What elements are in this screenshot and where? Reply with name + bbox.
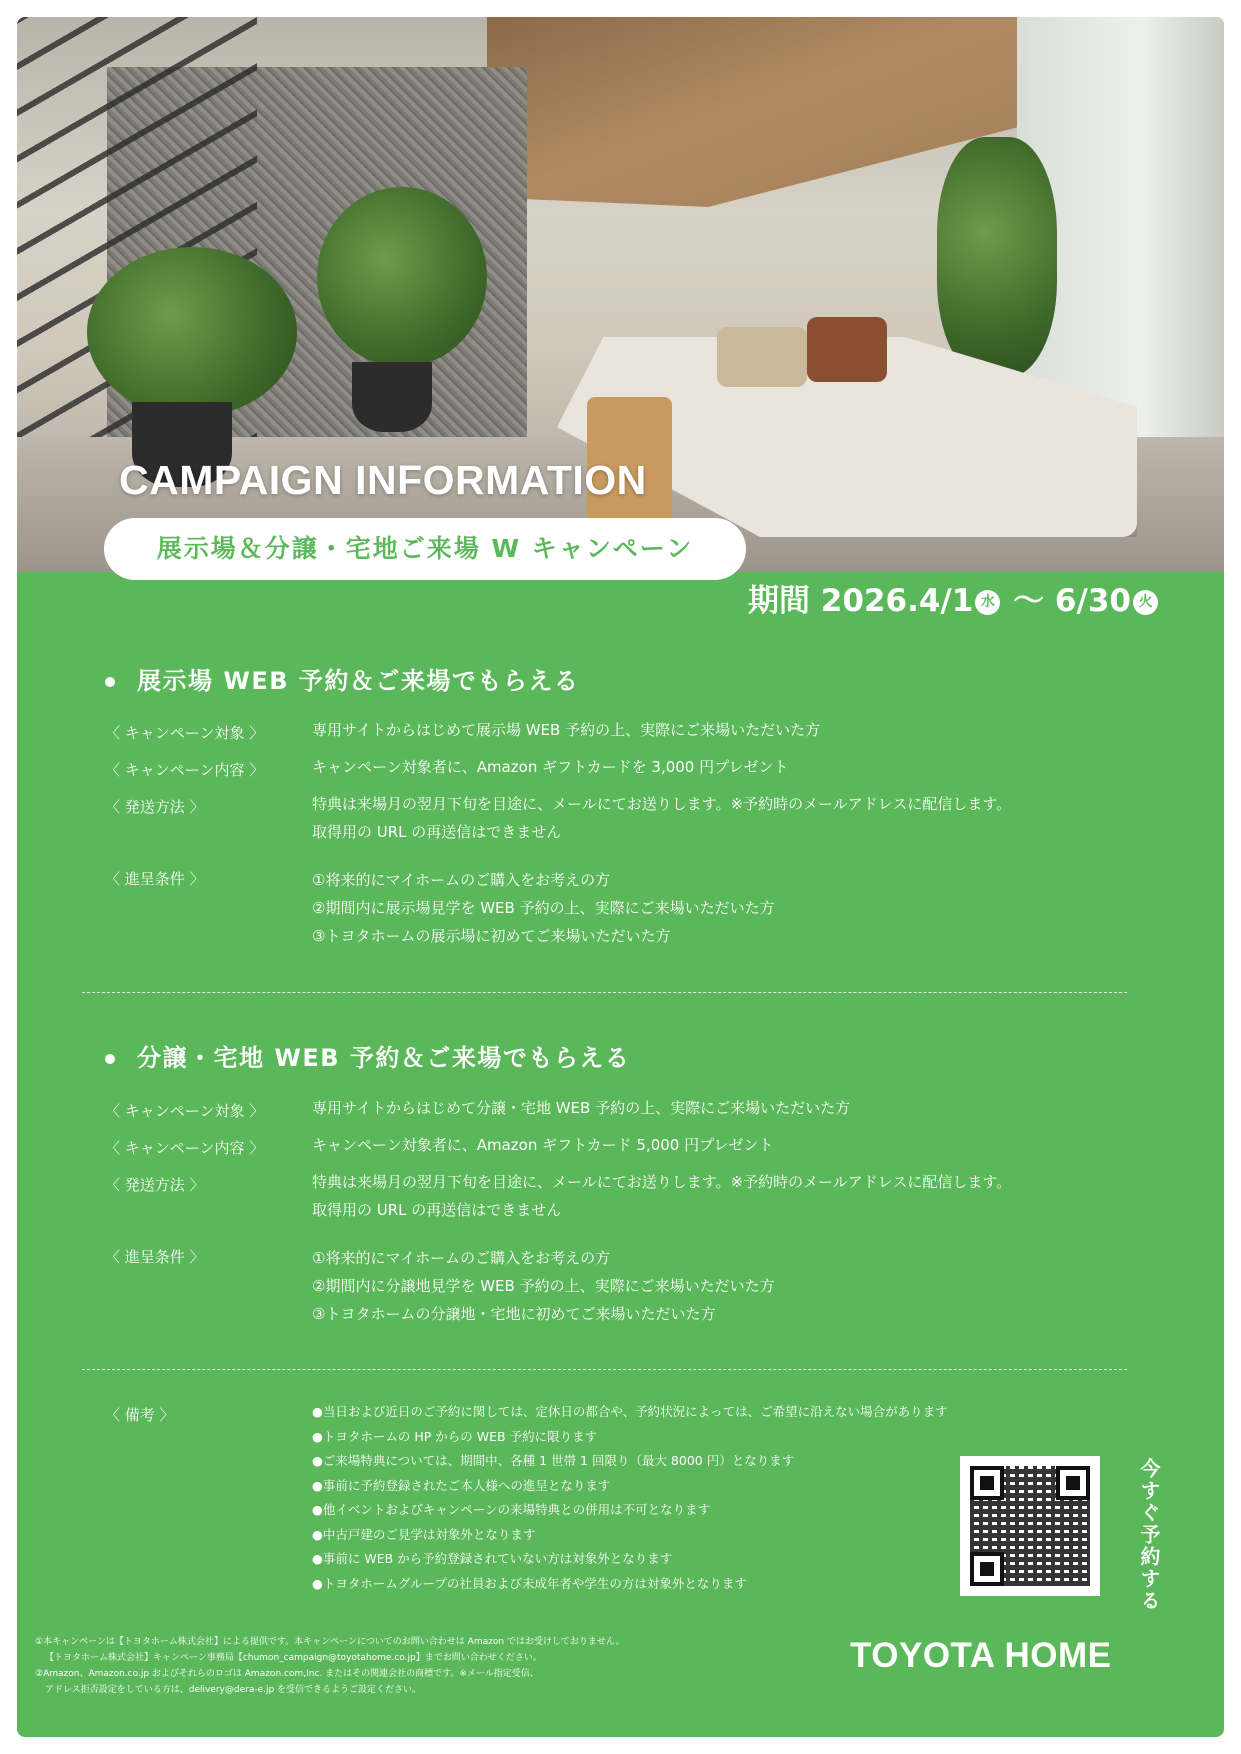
- content-value: キャンペーン対象者に、Amazon ギフトカードを 3,000 円プレゼント: [312, 758, 789, 776]
- footer-line: 【トヨタホーム株式会社】キャンペーン事務局【chumon_campaign@toyotahome.co.jp】までお問い合わせください。: [45, 1653, 542, 1663]
- content-label: 〈 キャンペーン内容 〉: [105, 1139, 265, 1157]
- conditions-list: [312, 1244, 775, 1328]
- note-item: ●事前に WEB から予約登録されていない方は対象外となります: [312, 1551, 673, 1566]
- qr-finder: [970, 1466, 1004, 1500]
- shipping-value: [312, 1168, 1011, 1224]
- note-item: ●中古戸建のご見学は対象外となります: [312, 1526, 536, 1542]
- target-value: 専用サイトからはじめて分譲・宅地 WEB 予約の上、実際にご来場いただいた方: [312, 1099, 851, 1117]
- condition-item: ①将来的にマイホームのご購入をお考えの方: [312, 871, 611, 889]
- shipping-line: 取得用の URL の再送信はできません: [312, 1201, 562, 1219]
- qr-finder: [970, 1552, 1004, 1586]
- section-heading: [105, 661, 579, 696]
- photo-plant: [317, 187, 487, 367]
- content-value: キャンペーン対象者に、Amazon ギフトカード 5,000 円プレゼント: [312, 1136, 774, 1154]
- qr-finder: [1056, 1466, 1090, 1500]
- weekday-badge: 水: [975, 590, 1000, 615]
- note-item: ●他イベントおよびキャンペーンの来場特典との併用は不可となります: [312, 1502, 711, 1517]
- section-heading: [105, 1038, 630, 1073]
- shipping-label: 〈 発送方法 〉: [105, 1176, 205, 1194]
- condition-item: ①将来的にマイホームのご購入をお考えの方: [312, 1249, 611, 1267]
- note-item: ●事前に予約登録されたご本人様への進呈となります: [312, 1477, 611, 1493]
- section-divider: [82, 992, 1127, 993]
- shipping-label: 〈 発送方法 〉: [105, 798, 205, 816]
- period-end: 6/30: [1054, 583, 1131, 619]
- shipping-line: 特典は来場月の翌月下旬を目途に、メールにてお送りします。※予約時のメールアドレスに配信します。: [312, 795, 1012, 813]
- photo-pot: [352, 362, 432, 432]
- conditions-label: 〈 進呈条件 〉: [105, 1248, 205, 1266]
- section-heading-text: 展示場 WEB 予約＆ご来場でもらえる: [137, 667, 580, 695]
- condition-item: ②期間内に分譲地見学を WEB 予約の上、実際にご来場いただいた方: [312, 1277, 775, 1295]
- condition-item: ③トヨタホームの展示場に初めてご来場いただいた方: [312, 927, 671, 945]
- section-heading-text: 分譲・宅地 WEB 予約＆ご来場でもらえる: [137, 1044, 631, 1072]
- footer-notes: [35, 1634, 624, 1698]
- photo-cushion: [807, 317, 887, 382]
- footer-line: アドレス拒否設定をしている方は、delivery@dera-e.jp を受信できるようご設定ください。: [45, 1685, 422, 1695]
- reserve-now-label: 今すぐ予約する: [1137, 1458, 1161, 1612]
- period-label: 期間: [748, 583, 810, 619]
- bullet-dot: [105, 1054, 115, 1064]
- weekday-badge: 火: [1133, 590, 1158, 615]
- condition-item: ③トヨタホームの分譲地・宅地に初めてご来場いただいた方: [312, 1305, 716, 1323]
- conditions-label: 〈 進呈条件 〉: [105, 870, 205, 888]
- notes-list: [312, 1400, 948, 1596]
- note-item: ●トヨタホームグループの社員および未成年者や学生の方は対象外となります: [312, 1575, 747, 1591]
- bullet-dot: [105, 677, 115, 687]
- campaign-badge: 展示場＆分譲・宅地ご来場 W キャンペーン: [104, 518, 746, 580]
- shipping-line: 取得用の URL の再送信はできません: [312, 823, 562, 841]
- photo-cushion: [717, 327, 807, 387]
- note-item: ●トヨタホームの HP からの WEB 予約に限ります: [312, 1428, 598, 1444]
- condition-item: ②期間内に展示場見学を WEB 予約の上、実際にご来場いただいた方: [312, 899, 775, 917]
- photo-plant: [937, 137, 1057, 377]
- content-label: 〈 キャンペーン内容 〉: [105, 761, 265, 779]
- period-separator: 〜: [1013, 583, 1045, 619]
- period-start: 2026.4/1: [820, 583, 974, 619]
- footer-line: ②Amazon、Amazon.co.jp およびそれらのロゴは Amazon.com,Inc. またはその関連会社の商標です。※メール指定受信、: [35, 1669, 539, 1679]
- note-item: ●当日および近日のご予約に関しては、定休日の都合や、予約状況によっては、ご希望に沿えない場合があります: [312, 1404, 948, 1419]
- reservation-qr-code[interactable]: [960, 1456, 1100, 1596]
- footer-line: ①本キャンペーンは【トヨタホーム株式会社】による提供です。本キャンペーンについてのお問い合わせは Amazon ではお受けしておりません。: [35, 1637, 625, 1647]
- photo-plant: [87, 247, 297, 417]
- target-value: 専用サイトからはじめて展示場 WEB 予約の上、実際にご来場いただいた方: [312, 721, 821, 739]
- campaign-title: CAMPAIGN INFORMATION: [119, 457, 647, 503]
- note-item: ●ご来場特典については、期間中、各種 1 世帯 1 回限り（最大 8000 円）となります: [312, 1453, 795, 1468]
- toyota-home-logo: TOYOTA HOME: [850, 1636, 1112, 1675]
- shipping-value: [312, 790, 1011, 846]
- campaign-period: [748, 575, 1160, 620]
- section-divider: [82, 1369, 1127, 1370]
- shipping-line: 特典は来場月の翌月下旬を目途に、メールにてお送りします。※予約時のメールアドレスに配信します。: [312, 1173, 1012, 1191]
- target-label: 〈 キャンペーン対象 〉: [105, 724, 265, 742]
- notes-label: 〈 備考 〉: [105, 1406, 175, 1424]
- conditions-list: [312, 866, 775, 950]
- target-label: 〈 キャンペーン対象 〉: [105, 1102, 265, 1120]
